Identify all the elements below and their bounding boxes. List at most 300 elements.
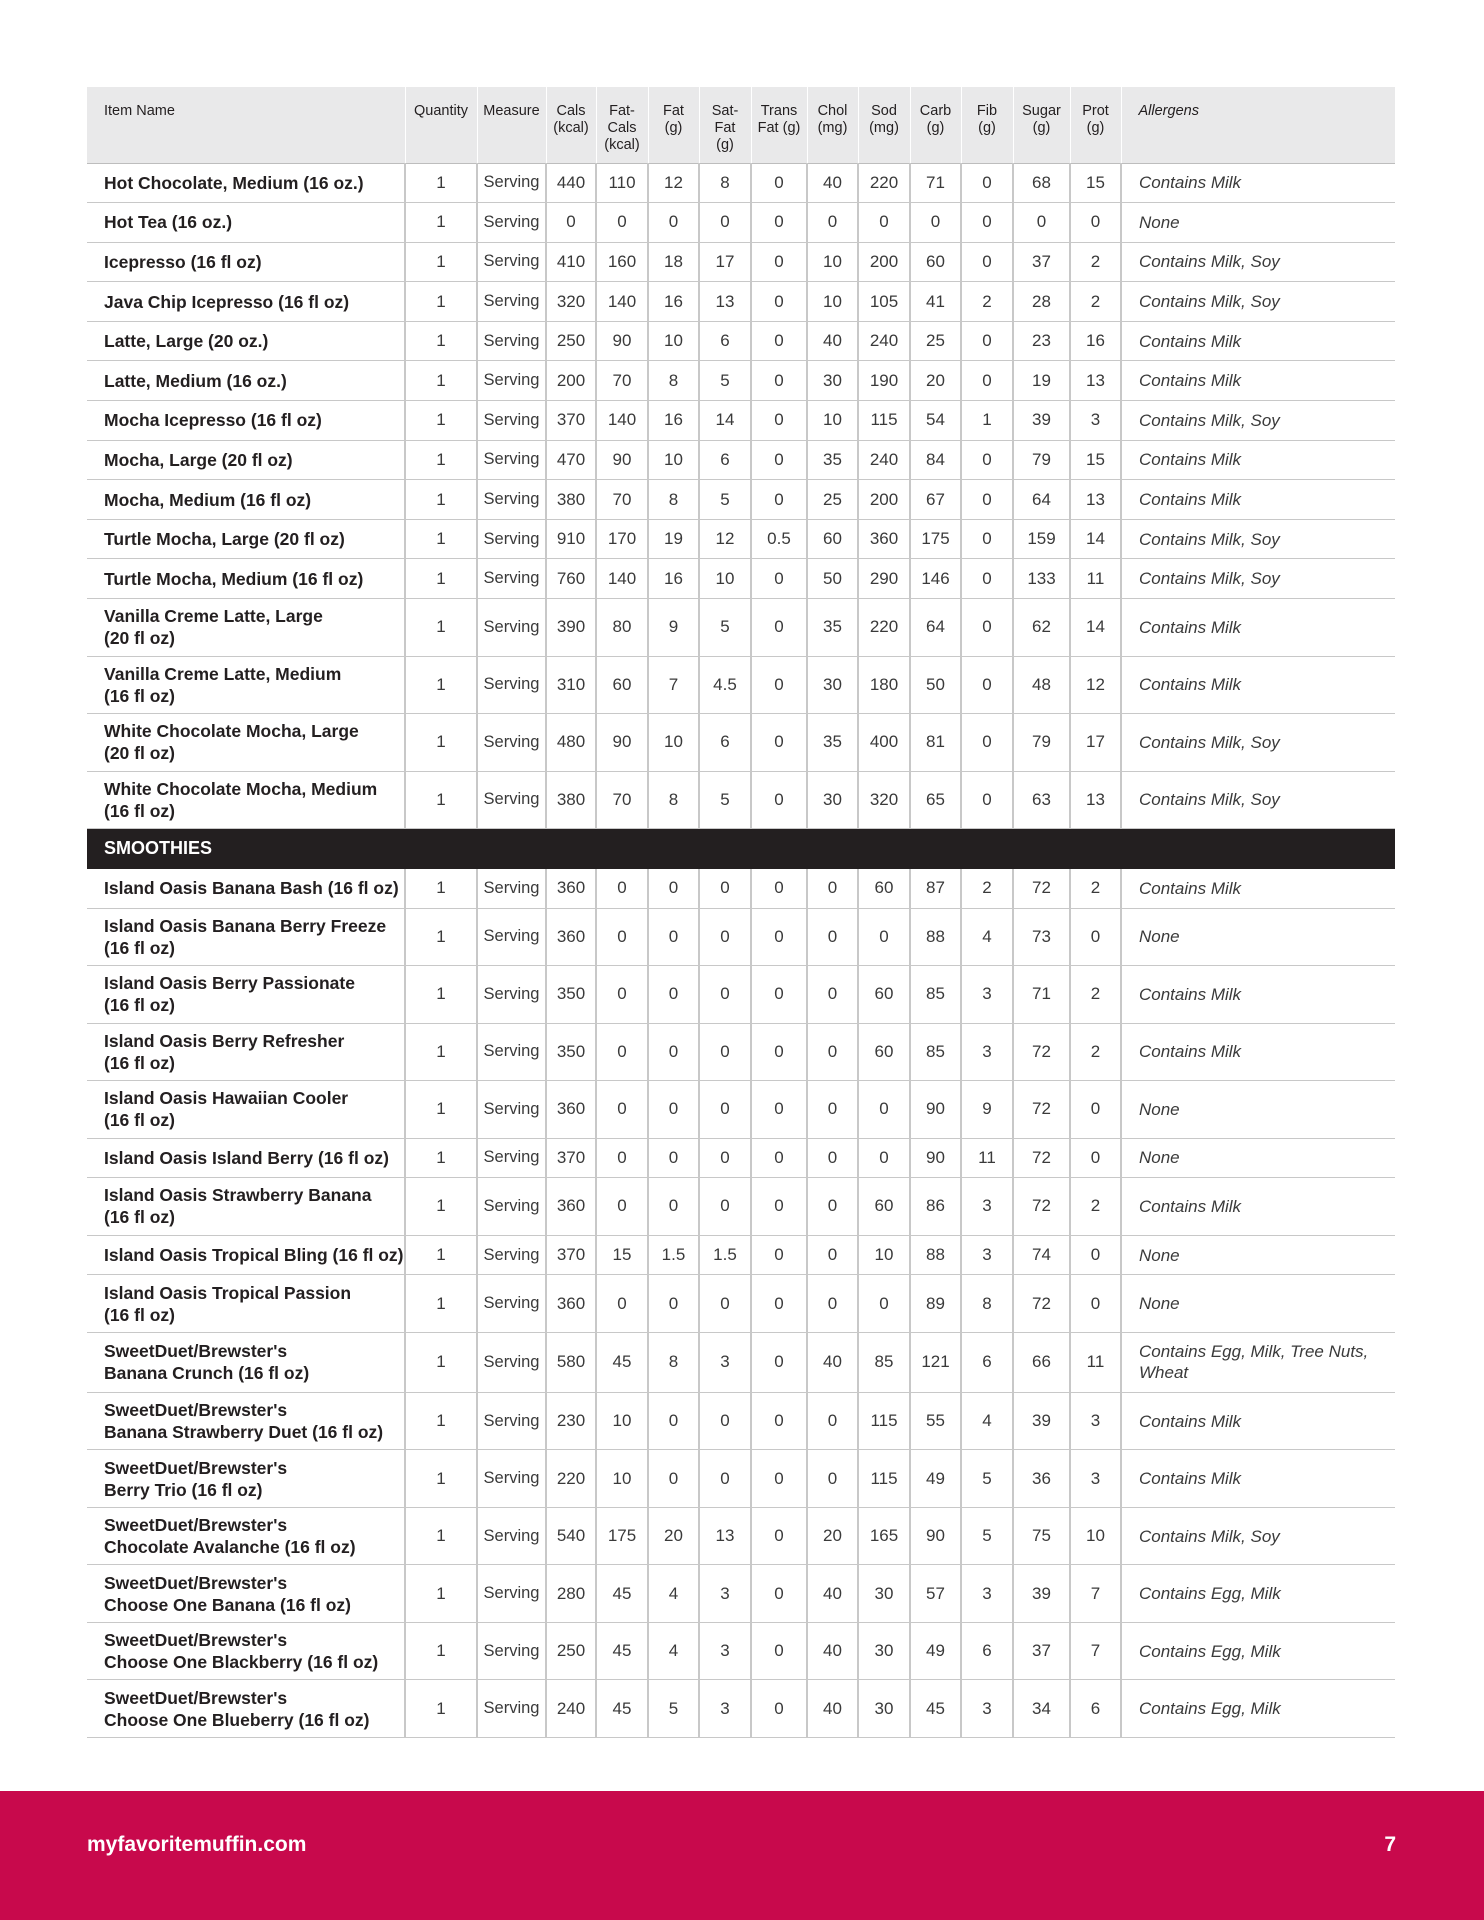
qty-cell: 1 <box>405 440 477 480</box>
table-row <box>87 203 1395 243</box>
sugar-cell: 37 <box>1013 1622 1070 1680</box>
fat-cell: 8 <box>648 480 699 520</box>
header-chol-line1: Chol <box>817 103 848 119</box>
item-name-cell <box>87 1138 405 1178</box>
measure-cell: Serving <box>477 1392 546 1450</box>
sat-fat-cell: 5 <box>699 361 751 401</box>
fib-cell: 0 <box>961 203 1013 243</box>
header-sat-fat <box>699 87 751 163</box>
chol-cell: 10 <box>807 282 858 322</box>
trans-fat-cell: 0 <box>751 480 807 520</box>
qty-cell: 1 <box>405 519 477 559</box>
item-name-cell <box>87 714 405 772</box>
item-name-line: SweetDuet/Brewster's <box>104 1457 288 1478</box>
sat-fat-cell: 12 <box>699 519 751 559</box>
item-name-line: Mocha, Large (20 fl oz) <box>104 449 293 470</box>
item-name-line: Choose One Blackberry (16 fl oz) <box>104 1652 379 1673</box>
fat-cell: 0 <box>648 1081 699 1139</box>
header-sat-fat-line3: (g) <box>716 137 734 153</box>
prot-cell: 0 <box>1070 1138 1121 1178</box>
item-name-line: Banana Strawberry Duet (16 fl oz) <box>104 1422 384 1443</box>
carb-cell: 90 <box>910 1507 961 1565</box>
chol-cell: 0 <box>807 1450 858 1508</box>
fat-cell: 4 <box>648 1622 699 1680</box>
header-prot <box>1070 87 1121 163</box>
measure-cell: Serving <box>477 1178 546 1236</box>
sod-cell: 240 <box>858 321 910 361</box>
sugar-cell: 66 <box>1013 1332 1070 1392</box>
chol-cell: 40 <box>807 1332 858 1392</box>
prot-cell: 2 <box>1070 242 1121 282</box>
fib-cell: 0 <box>961 440 1013 480</box>
allergens-cell: Contains Milk, Soy <box>1121 714 1395 772</box>
sat-fat-cell: 0 <box>699 966 751 1024</box>
fib-cell: 0 <box>961 321 1013 361</box>
header-sugar-line1: Sugar <box>1022 103 1061 119</box>
trans-fat-cell: 0.5 <box>751 519 807 559</box>
fib-cell: 4 <box>961 1392 1013 1450</box>
carb-cell: 57 <box>910 1565 961 1623</box>
sugar-cell: 36 <box>1013 1450 1070 1508</box>
allergens-cell: Contains Milk, Soy <box>1121 282 1395 322</box>
qty-cell: 1 <box>405 321 477 361</box>
item-name-line: Island Oasis Tropical Bling (16 fl oz) <box>104 1245 404 1266</box>
section-header-body <box>87 829 1395 869</box>
item-name-cell <box>87 480 405 520</box>
header-sat-fat-line2: Fat <box>714 120 736 136</box>
measure-cell: Serving <box>477 242 546 282</box>
fib-cell: 6 <box>961 1622 1013 1680</box>
footer-website[interactable]: myfavoritemuffin.com <box>87 1833 307 1856</box>
sod-cell: 115 <box>858 1392 910 1450</box>
measure-cell: Serving <box>477 282 546 322</box>
sugar-cell: 63 <box>1013 771 1070 829</box>
measure-cell: Serving <box>477 401 546 441</box>
item-name-line: Latte, Large (20 oz.) <box>104 331 269 352</box>
chol-cell: 0 <box>807 1235 858 1275</box>
allergens-cell: Contains Milk, Soy <box>1121 242 1395 282</box>
table-row <box>87 656 1395 714</box>
fib-cell: 0 <box>961 242 1013 282</box>
header-prot-line2: (g) <box>1086 120 1105 136</box>
section-header-smoothies <box>87 829 1395 869</box>
sat-fat-cell: 3 <box>699 1332 751 1392</box>
header-fat-line2: (g) <box>664 120 683 136</box>
allergens-cell: Contains Milk, Soy <box>1121 771 1395 829</box>
cals-cell: 480 <box>546 714 596 772</box>
sat-fat-cell: 14 <box>699 401 751 441</box>
header-cals-line2: (kcal) <box>553 120 589 136</box>
item-name-line: Hot Tea (16 oz.) <box>104 212 233 233</box>
cals-cell: 350 <box>546 1023 596 1081</box>
table-row <box>87 1680 1395 1738</box>
fat-cals-cell: 45 <box>596 1565 648 1623</box>
sod-cell: 200 <box>858 480 910 520</box>
sod-cell: 60 <box>858 1178 910 1236</box>
sugar-cell: 72 <box>1013 869 1070 909</box>
cals-cell: 380 <box>546 771 596 829</box>
cals-cell: 410 <box>546 242 596 282</box>
qty-cell: 1 <box>405 1178 477 1236</box>
sat-fat-cell: 1.5 <box>699 1235 751 1275</box>
fib-cell: 11 <box>961 1138 1013 1178</box>
item-name-line: Java Chip Icepresso (16 fl oz) <box>104 291 350 312</box>
header-sod-line2: (mg) <box>869 120 899 136</box>
qty-cell: 1 <box>405 1392 477 1450</box>
prot-cell: 2 <box>1070 1178 1121 1236</box>
carb-cell: 25 <box>910 321 961 361</box>
sat-fat-cell: 13 <box>699 282 751 322</box>
carb-cell: 175 <box>910 519 961 559</box>
measure-cell: Serving <box>477 771 546 829</box>
prot-cell: 3 <box>1070 1450 1121 1508</box>
chol-cell: 35 <box>807 714 858 772</box>
sugar-cell: 74 <box>1013 1235 1070 1275</box>
fat-cell: 10 <box>648 321 699 361</box>
item-name-line: Island Oasis Hawaiian Cooler <box>104 1088 349 1109</box>
chol-cell: 30 <box>807 771 858 829</box>
item-name-cell <box>87 519 405 559</box>
table-row <box>87 519 1395 559</box>
chol-cell: 0 <box>807 1081 858 1139</box>
fat-cell: 0 <box>648 966 699 1024</box>
cals-cell: 440 <box>546 163 596 203</box>
table-row <box>87 771 1395 829</box>
item-name-line: Island Oasis Banana Berry Freeze <box>104 915 387 936</box>
fat-cell: 18 <box>648 242 699 282</box>
carb-cell: 84 <box>910 440 961 480</box>
sod-cell: 0 <box>858 203 910 243</box>
chol-cell: 10 <box>807 242 858 282</box>
table-row <box>87 242 1395 282</box>
header-sugar <box>1013 87 1070 163</box>
measure-cell: Serving <box>477 1622 546 1680</box>
qty-cell: 1 <box>405 203 477 243</box>
fib-cell: 3 <box>961 1023 1013 1081</box>
fat-cell: 12 <box>648 163 699 203</box>
sod-cell: 0 <box>858 1275 910 1333</box>
cals-cell: 360 <box>546 1081 596 1139</box>
item-name-line: Island Oasis Berry Passionate <box>104 973 355 994</box>
trans-fat-cell: 0 <box>751 401 807 441</box>
sod-cell: 0 <box>858 908 910 966</box>
measure-cell: Serving <box>477 440 546 480</box>
measure-cell: Serving <box>477 163 546 203</box>
sat-fat-cell: 17 <box>699 242 751 282</box>
measure-cell: Serving <box>477 869 546 909</box>
cals-cell: 360 <box>546 908 596 966</box>
smoothies-table-body <box>87 869 1395 1738</box>
table-row <box>87 908 1395 966</box>
carb-cell: 71 <box>910 163 961 203</box>
header-carb <box>910 87 961 163</box>
fat-cals-cell: 45 <box>596 1680 648 1738</box>
item-name-line: SweetDuet/Brewster's <box>104 1400 288 1421</box>
carb-cell: 85 <box>910 966 961 1024</box>
carb-cell: 90 <box>910 1081 961 1139</box>
item-name-cell <box>87 656 405 714</box>
fib-cell: 0 <box>961 480 1013 520</box>
header-trans-fat <box>751 87 807 163</box>
sod-cell: 0 <box>858 1081 910 1139</box>
prot-cell: 2 <box>1070 1023 1121 1081</box>
cals-cell: 360 <box>546 869 596 909</box>
qty-cell: 1 <box>405 1622 477 1680</box>
trans-fat-cell: 0 <box>751 1178 807 1236</box>
nutrition-table <box>87 87 1395 1738</box>
sat-fat-cell: 6 <box>699 714 751 772</box>
carb-cell: 49 <box>910 1622 961 1680</box>
table-row <box>87 1081 1395 1139</box>
cals-cell: 360 <box>546 1275 596 1333</box>
sod-cell: 30 <box>858 1622 910 1680</box>
measure-cell: Serving <box>477 1023 546 1081</box>
carb-cell: 81 <box>910 714 961 772</box>
trans-fat-cell: 0 <box>751 1622 807 1680</box>
item-name-cell <box>87 163 405 203</box>
sat-fat-cell: 3 <box>699 1622 751 1680</box>
cals-cell: 240 <box>546 1680 596 1738</box>
fib-cell: 3 <box>961 1235 1013 1275</box>
sat-fat-cell: 4.5 <box>699 656 751 714</box>
item-name-cell <box>87 361 405 401</box>
qty-cell: 1 <box>405 1138 477 1178</box>
fib-cell: 0 <box>961 519 1013 559</box>
trans-fat-cell: 0 <box>751 599 807 657</box>
sod-cell: 0 <box>858 1138 910 1178</box>
fat-cals-cell: 45 <box>596 1622 648 1680</box>
cals-cell: 370 <box>546 1138 596 1178</box>
fat-cals-cell: 0 <box>596 1178 648 1236</box>
trans-fat-cell: 0 <box>751 1450 807 1508</box>
fat-cell: 16 <box>648 559 699 599</box>
item-name-line: Vanilla Creme Latte, Medium <box>104 663 342 684</box>
cals-cell: 280 <box>546 1565 596 1623</box>
measure-cell: Serving <box>477 480 546 520</box>
carb-cell: 146 <box>910 559 961 599</box>
sod-cell: 190 <box>858 361 910 401</box>
prot-cell: 3 <box>1070 401 1121 441</box>
sat-fat-cell: 0 <box>699 1023 751 1081</box>
prot-cell: 15 <box>1070 163 1121 203</box>
measure-cell: Serving <box>477 1565 546 1623</box>
sat-fat-cell: 13 <box>699 1507 751 1565</box>
table-row <box>87 1138 1395 1178</box>
cals-cell: 390 <box>546 599 596 657</box>
sat-fat-cell: 0 <box>699 1081 751 1139</box>
qty-cell: 1 <box>405 771 477 829</box>
sugar-cell: 39 <box>1013 401 1070 441</box>
trans-fat-cell: 0 <box>751 1565 807 1623</box>
fat-cell: 10 <box>648 440 699 480</box>
section-title: SMOOTHIES <box>87 829 1395 869</box>
item-name-cell <box>87 908 405 966</box>
sat-fat-cell: 3 <box>699 1680 751 1738</box>
chol-cell: 35 <box>807 440 858 480</box>
carb-cell: 64 <box>910 599 961 657</box>
prot-cell: 0 <box>1070 203 1121 243</box>
sugar-cell: 75 <box>1013 1507 1070 1565</box>
table-row <box>87 559 1395 599</box>
fat-cell: 0 <box>648 869 699 909</box>
cals-cell: 200 <box>546 361 596 401</box>
fat-cell: 0 <box>648 1450 699 1508</box>
table-row <box>87 480 1395 520</box>
cals-cell: 580 <box>546 1332 596 1392</box>
allergens-cell: None <box>1121 908 1395 966</box>
item-name-line: Hot Chocolate, Medium (16 oz.) <box>104 172 364 193</box>
chol-cell: 40 <box>807 1680 858 1738</box>
item-name-cell <box>87 401 405 441</box>
trans-fat-cell: 0 <box>751 1081 807 1139</box>
sod-cell: 115 <box>858 401 910 441</box>
prot-cell: 2 <box>1070 282 1121 322</box>
item-name-line: Turtle Mocha, Medium (16 fl oz) <box>104 568 364 589</box>
sugar-cell: 64 <box>1013 480 1070 520</box>
item-name-cell <box>87 1178 405 1236</box>
prot-cell: 11 <box>1070 1332 1121 1392</box>
fib-cell: 4 <box>961 908 1013 966</box>
sat-fat-cell: 0 <box>699 1138 751 1178</box>
prot-cell: 0 <box>1070 908 1121 966</box>
chol-cell: 0 <box>807 1178 858 1236</box>
fib-cell: 0 <box>961 771 1013 829</box>
allergens-cell: None <box>1121 1275 1395 1333</box>
header-sugar-line2: (g) <box>1032 120 1051 136</box>
trans-fat-cell: 0 <box>751 203 807 243</box>
fat-cell: 0 <box>648 1275 699 1333</box>
header-chol <box>807 87 858 163</box>
allergens-cell: Contains Milk <box>1121 321 1395 361</box>
item-name-line: (16 fl oz) <box>104 685 175 706</box>
trans-fat-cell: 0 <box>751 1138 807 1178</box>
header-allergens: Allergens <box>1121 87 1395 163</box>
fib-cell: 6 <box>961 1332 1013 1392</box>
item-name-line: Turtle Mocha, Large (20 fl oz) <box>104 529 345 550</box>
item-name-line: (16 fl oz) <box>104 995 175 1016</box>
sat-fat-cell: 10 <box>699 559 751 599</box>
chol-cell: 35 <box>807 599 858 657</box>
cals-cell: 370 <box>546 1235 596 1275</box>
item-name-cell <box>87 599 405 657</box>
fat-cals-cell: 90 <box>596 321 648 361</box>
allergens-cell: Contains Milk, Soy <box>1121 559 1395 599</box>
item-name-line: (16 fl oz) <box>104 937 175 958</box>
fat-cals-cell: 90 <box>596 714 648 772</box>
sugar-cell: 62 <box>1013 599 1070 657</box>
allergens-cell: Contains Egg, Milk <box>1121 1565 1395 1623</box>
carb-cell: 55 <box>910 1392 961 1450</box>
item-name-cell <box>87 771 405 829</box>
allergens-cell: Contains Egg, Milk, Tree Nuts, Wheat <box>1121 1332 1395 1392</box>
table-row <box>87 1565 1395 1623</box>
prot-cell: 7 <box>1070 1565 1121 1623</box>
carb-cell: 121 <box>910 1332 961 1392</box>
fat-cals-cell: 140 <box>596 559 648 599</box>
fat-cals-cell: 0 <box>596 966 648 1024</box>
item-name-line: SweetDuet/Brewster's <box>104 1341 288 1362</box>
measure-cell: Serving <box>477 361 546 401</box>
trans-fat-cell: 0 <box>751 869 807 909</box>
cals-cell: 0 <box>546 203 596 243</box>
item-name-line: SweetDuet/Brewster's <box>104 1515 288 1536</box>
header-chol-line2: (mg) <box>817 120 848 136</box>
item-name-cell <box>87 869 405 909</box>
sat-fat-cell: 5 <box>699 480 751 520</box>
item-name-cell <box>87 1680 405 1738</box>
item-name-line: Island Oasis Tropical Passion <box>104 1282 352 1303</box>
sat-fat-cell: 8 <box>699 163 751 203</box>
qty-cell: 1 <box>405 559 477 599</box>
qty-cell: 1 <box>405 1507 477 1565</box>
measure-cell: Serving <box>477 966 546 1024</box>
sod-cell: 180 <box>858 656 910 714</box>
sugar-cell: 39 <box>1013 1392 1070 1450</box>
chol-cell: 40 <box>807 1622 858 1680</box>
allergens-cell: Contains Milk <box>1121 1178 1395 1236</box>
header-sod <box>858 87 910 163</box>
fib-cell: 1 <box>961 401 1013 441</box>
cals-cell: 310 <box>546 656 596 714</box>
prot-cell: 13 <box>1070 480 1121 520</box>
sod-cell: 30 <box>858 1565 910 1623</box>
qty-cell: 1 <box>405 966 477 1024</box>
qty-cell: 1 <box>405 599 477 657</box>
qty-cell: 1 <box>405 656 477 714</box>
allergens-cell: Contains Milk <box>1121 480 1395 520</box>
sat-fat-cell: 5 <box>699 599 751 657</box>
fat-cals-cell: 70 <box>596 361 648 401</box>
qty-cell: 1 <box>405 714 477 772</box>
trans-fat-cell: 0 <box>751 282 807 322</box>
header-trans-fat-line2: Fat (g) <box>757 120 801 136</box>
fat-cals-cell: 10 <box>596 1450 648 1508</box>
header-carb-line2: (g) <box>926 120 945 136</box>
item-name-line: (16 fl oz) <box>104 800 175 821</box>
fat-cell: 0 <box>648 1392 699 1450</box>
table-row <box>87 321 1395 361</box>
fib-cell: 0 <box>961 714 1013 772</box>
fat-cals-cell: 10 <box>596 1392 648 1450</box>
table-row <box>87 401 1395 441</box>
qty-cell: 1 <box>405 908 477 966</box>
carb-cell: 86 <box>910 1178 961 1236</box>
carb-cell: 45 <box>910 1680 961 1738</box>
trans-fat-cell: 0 <box>751 908 807 966</box>
header-measure: Measure <box>477 87 546 163</box>
cals-cell: 250 <box>546 321 596 361</box>
allergens-cell: Contains Milk, Soy <box>1121 401 1395 441</box>
item-name-line: Mocha, Medium (16 fl oz) <box>104 489 312 510</box>
sod-cell: 60 <box>858 1023 910 1081</box>
sod-cell: 220 <box>858 163 910 203</box>
table-row <box>87 1023 1395 1081</box>
nutrition-table-container <box>87 87 1393 1738</box>
fat-cals-cell: 0 <box>596 203 648 243</box>
table-row <box>87 599 1395 657</box>
carb-cell: 20 <box>910 361 961 401</box>
qty-cell: 1 <box>405 242 477 282</box>
trans-fat-cell: 0 <box>751 656 807 714</box>
fat-cell: 1.5 <box>648 1235 699 1275</box>
carb-cell: 67 <box>910 480 961 520</box>
prot-cell: 15 <box>1070 440 1121 480</box>
trans-fat-cell: 0 <box>751 242 807 282</box>
fib-cell: 3 <box>961 966 1013 1024</box>
beverages-table-body <box>87 163 1395 829</box>
qty-cell: 1 <box>405 1332 477 1392</box>
sat-fat-cell: 0 <box>699 1275 751 1333</box>
